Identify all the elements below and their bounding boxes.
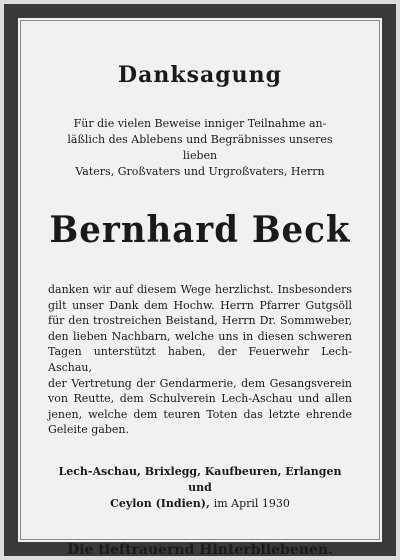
thanks-line: für den trostreichen Beistand, Herrn Dr. Sommweber, [48,314,352,328]
thanks-line: gilt unser Dank dem Hochw. Herrn Pfarrer Gutgsöll [48,298,352,312]
thanks-line: von Reutte, dem Schulverein Lech-Aschau und allen [48,392,352,406]
notice-content [48,54,352,558]
thanks-line: jenen, welche dem teuren Toten das letzte ehrende [48,407,352,421]
place-line: Lech-Aschau, Brixlegg, Kaufbeuren, Erlangen und [58,464,342,494]
thanks-line: Geleite gaben. [48,423,130,437]
notice-heading: Danksagung [118,62,282,88]
deceased-name: Bernhard Beck [49,208,351,252]
thanks-line: den lieben Nachbarn, welche uns in diesen schweren [48,329,352,343]
closing-signature: Die tieftrauernd Hinterbliebenen. [67,541,333,558]
intro-line: Für die vielen Beweise inniger Teilnahme an- [73,117,327,130]
thanks-paragraph [48,282,352,438]
intro-line: läßlich des Ablebens und Begräbnisses unseres lieben [67,133,333,162]
place-country: Ceylon (Indien), [110,496,210,510]
intro-line: Vaters, Großvaters und Urgroßvaters, Herrn [75,165,325,178]
place-and-date [48,464,352,512]
thanks-line: der Vertretung der Gendarmerie, dem Gesangsverein [48,376,352,390]
date-text: im April 1930 [213,496,290,510]
intro-paragraph [56,116,344,180]
thanks-line: danken wir auf diesem Wege herzlichst. Insbesonders [48,283,352,296]
thanks-line: Tagen unterstützt haben, der Feuerwehr Lech-Aschau, [48,345,352,374]
black-border-frame [4,4,396,556]
place-date-line [48,496,352,512]
